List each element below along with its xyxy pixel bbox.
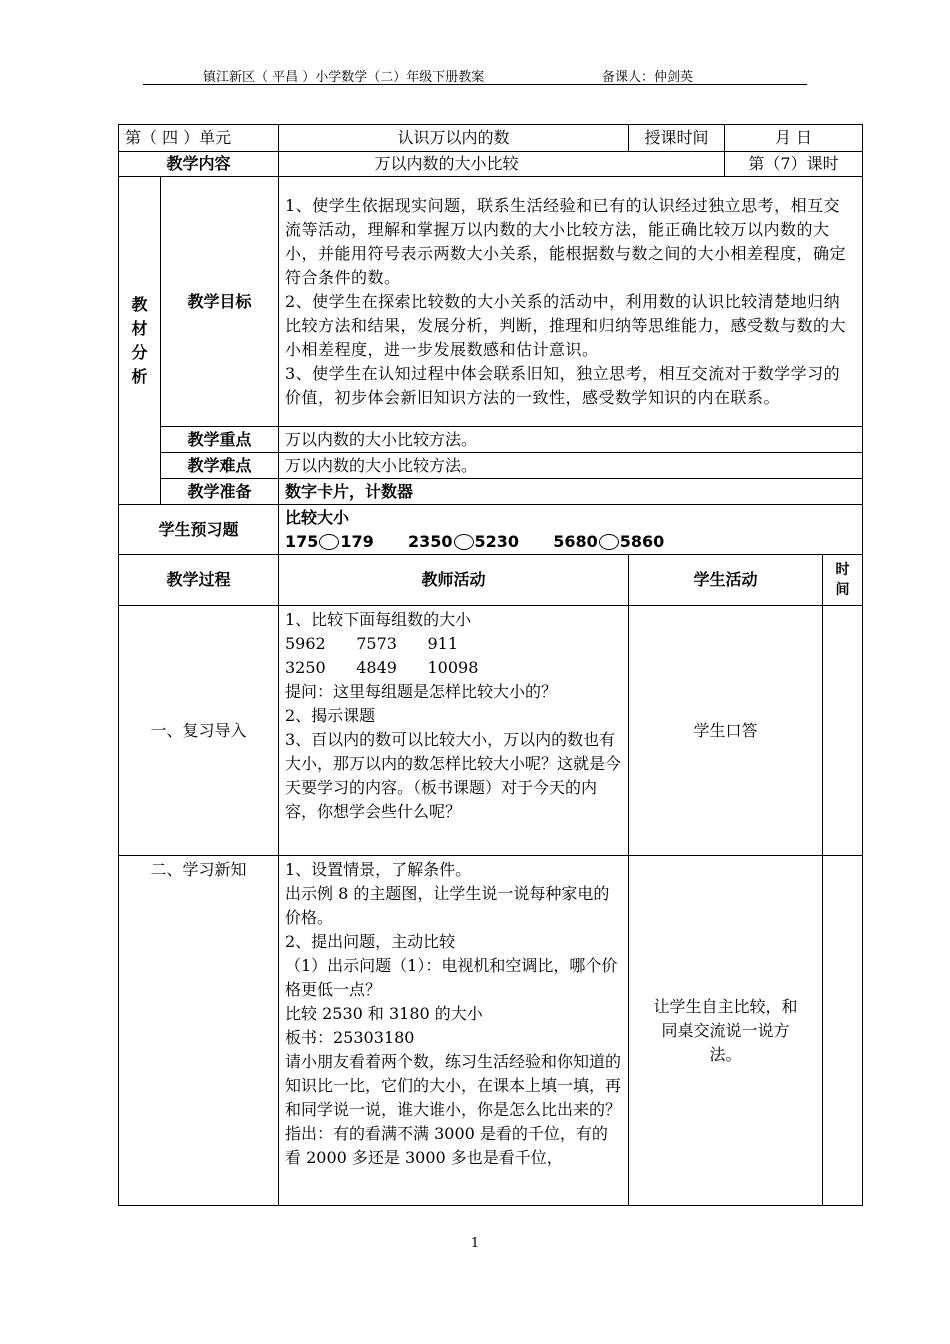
time-header bbox=[823, 555, 863, 606]
teacher-line: 比较 2530 和 3180 的大小 bbox=[285, 1004, 483, 1023]
teacher-line: 3、百以内的数可以比较大小，万以内的数也有大小，那万以内的数怎样比较大小呢？这就是今天要学习的内容。（板书课题）对于今天的内容，你想学会些什么呢？ bbox=[285, 730, 622, 821]
teacher-line: 请小朋友看着两个数，练习生活经验和你知道的知识比一比，它们的大小，在课本上填一填，再和同学说一说，谁大谁小，你是怎么比出来的？ bbox=[285, 1052, 622, 1119]
period-cell: 第（7）课时 bbox=[725, 152, 863, 177]
step-name: 二、学习新知 bbox=[119, 856, 279, 1206]
objectives-label: 教学目标 bbox=[161, 177, 279, 427]
prep-row bbox=[119, 479, 863, 505]
compare-circle-1 bbox=[319, 534, 339, 550]
page-header bbox=[143, 66, 807, 85]
prep-label: 教学准备 bbox=[161, 479, 279, 505]
objectives-row bbox=[119, 177, 863, 427]
key-row bbox=[119, 427, 863, 453]
objective-2: 2、使学生在探索比较数的大小关系的活动中，利用数的认识比较清楚地归纳比较方法和结果，发展分析，判断，推理和归纳等思维能力，感受数与数的大小相差程度，进一步发展数感和估计意识。 bbox=[285, 291, 847, 359]
preview-item-2-b: 5230 bbox=[474, 531, 520, 551]
student-activity-1: 学生口答 bbox=[629, 606, 823, 856]
difficulty-label: 教学难点 bbox=[161, 453, 279, 479]
key-label: 教学重点 bbox=[161, 427, 279, 453]
page-number: 1 bbox=[470, 1236, 480, 1251]
teacher-line: 3250 4849 10098 bbox=[285, 658, 479, 677]
teacher-line: 1、设置情景，了解条件。 bbox=[285, 860, 472, 879]
header-author: 备课人：仲剑英 bbox=[602, 70, 694, 85]
teacher-header: 教师活动 bbox=[279, 555, 629, 606]
student-activity-2: 让学生自主比较，和同桌交流说一说方法。 bbox=[629, 856, 823, 1206]
teacher-line: 2、揭示课题 bbox=[285, 706, 376, 725]
prep-value: 数字卡片，计数器 bbox=[279, 479, 863, 505]
difficulty-value: 万以内数的大小比较方法。 bbox=[279, 453, 863, 479]
student-header: 学生活动 bbox=[629, 555, 823, 606]
analysis-label-text: 教材分析 bbox=[131, 294, 148, 386]
lesson-plan-table bbox=[118, 124, 863, 1206]
date-cell: 月 日 bbox=[725, 125, 863, 152]
key-value: 万以内数的大小比较方法。 bbox=[279, 427, 863, 453]
objectives-cell bbox=[279, 177, 863, 427]
preview-item-1-a: 175 bbox=[285, 531, 319, 551]
time-label: 授课时间 bbox=[629, 125, 725, 152]
process-header-row bbox=[119, 555, 863, 606]
teacher-line: 出示例 8 的主题图，让学生说一说每种家电的价格。 bbox=[285, 884, 610, 927]
time-cell-2 bbox=[823, 856, 863, 1206]
content-value: 万以内数的大小比较 bbox=[279, 152, 725, 177]
teacher-line: 1、比较下面每组数的大小 bbox=[285, 610, 472, 629]
compare-circle-3 bbox=[599, 534, 619, 550]
unit-cell: 第（ 四 ）单元 bbox=[119, 125, 279, 152]
teacher-line: 指出：有的看满不满 3000 是看的千位，有的看 2000 多还是 3000 多也是看千位， bbox=[285, 1124, 608, 1167]
preview-cell bbox=[279, 505, 863, 555]
preview-item-1-b: 179 bbox=[340, 531, 374, 551]
teacher-line: 5962 7573 911 bbox=[285, 634, 459, 653]
preview-item-3-a: 5680 bbox=[553, 531, 598, 551]
teacher-line: 板书：25303180 bbox=[285, 1028, 415, 1047]
preview-row bbox=[119, 505, 863, 555]
teacher-line: 提问：这里每组题是怎样比较大小的？ bbox=[285, 682, 558, 701]
unit-title: 认识万以内的数 bbox=[279, 125, 629, 152]
preview-item-2-a: 2350 bbox=[408, 531, 453, 551]
preview-title: 比较大小 bbox=[285, 507, 350, 527]
objective-1: 1、使学生依据现实问题，联系生活经验和已有的认识经过独立思考，相互交流等活动，理解和掌握万以内数的大小比较方法，能正确比较万以内数的大小，并能用符号表示两数大小关系，能根据数与数之间的大小相差程度，确定符合条件的数。 bbox=[285, 195, 847, 287]
preview-items bbox=[285, 530, 856, 554]
preview-item-3-b: 5860 bbox=[619, 531, 665, 551]
teacher-line: 2、提出问题，主动比较 bbox=[285, 932, 456, 951]
unit-row bbox=[119, 125, 863, 152]
time-header-text: 时间 bbox=[835, 562, 850, 598]
compare-circle-2 bbox=[454, 534, 474, 550]
step-row-2 bbox=[119, 856, 863, 1206]
step-row-1 bbox=[119, 606, 863, 856]
step-name: 一、复习导入 bbox=[119, 606, 279, 856]
objective-3: 3、使学生在认知过程中体会联系旧知，独立思考，相互交流对于数学学习的价值，初步体会新旧知识方法的一致性，感受数学知识的内在联系。 bbox=[285, 363, 841, 407]
analysis-label bbox=[119, 177, 161, 505]
preview-label: 学生预习题 bbox=[119, 505, 279, 555]
content-label: 教学内容 bbox=[119, 152, 279, 177]
content-row bbox=[119, 152, 863, 177]
teacher-line: （1）出示问题（1）：电视机和空调比，哪个价格更低一点？ bbox=[285, 956, 618, 999]
difficulty-row bbox=[119, 453, 863, 479]
time-cell-1 bbox=[823, 606, 863, 856]
teacher-activity-1 bbox=[279, 606, 629, 856]
teacher-activity-2 bbox=[279, 856, 629, 1206]
process-header: 教学过程 bbox=[119, 555, 279, 606]
header-title: 镇江新区（ 平昌 ）小学数学（二）年级下册教案 bbox=[203, 70, 485, 85]
